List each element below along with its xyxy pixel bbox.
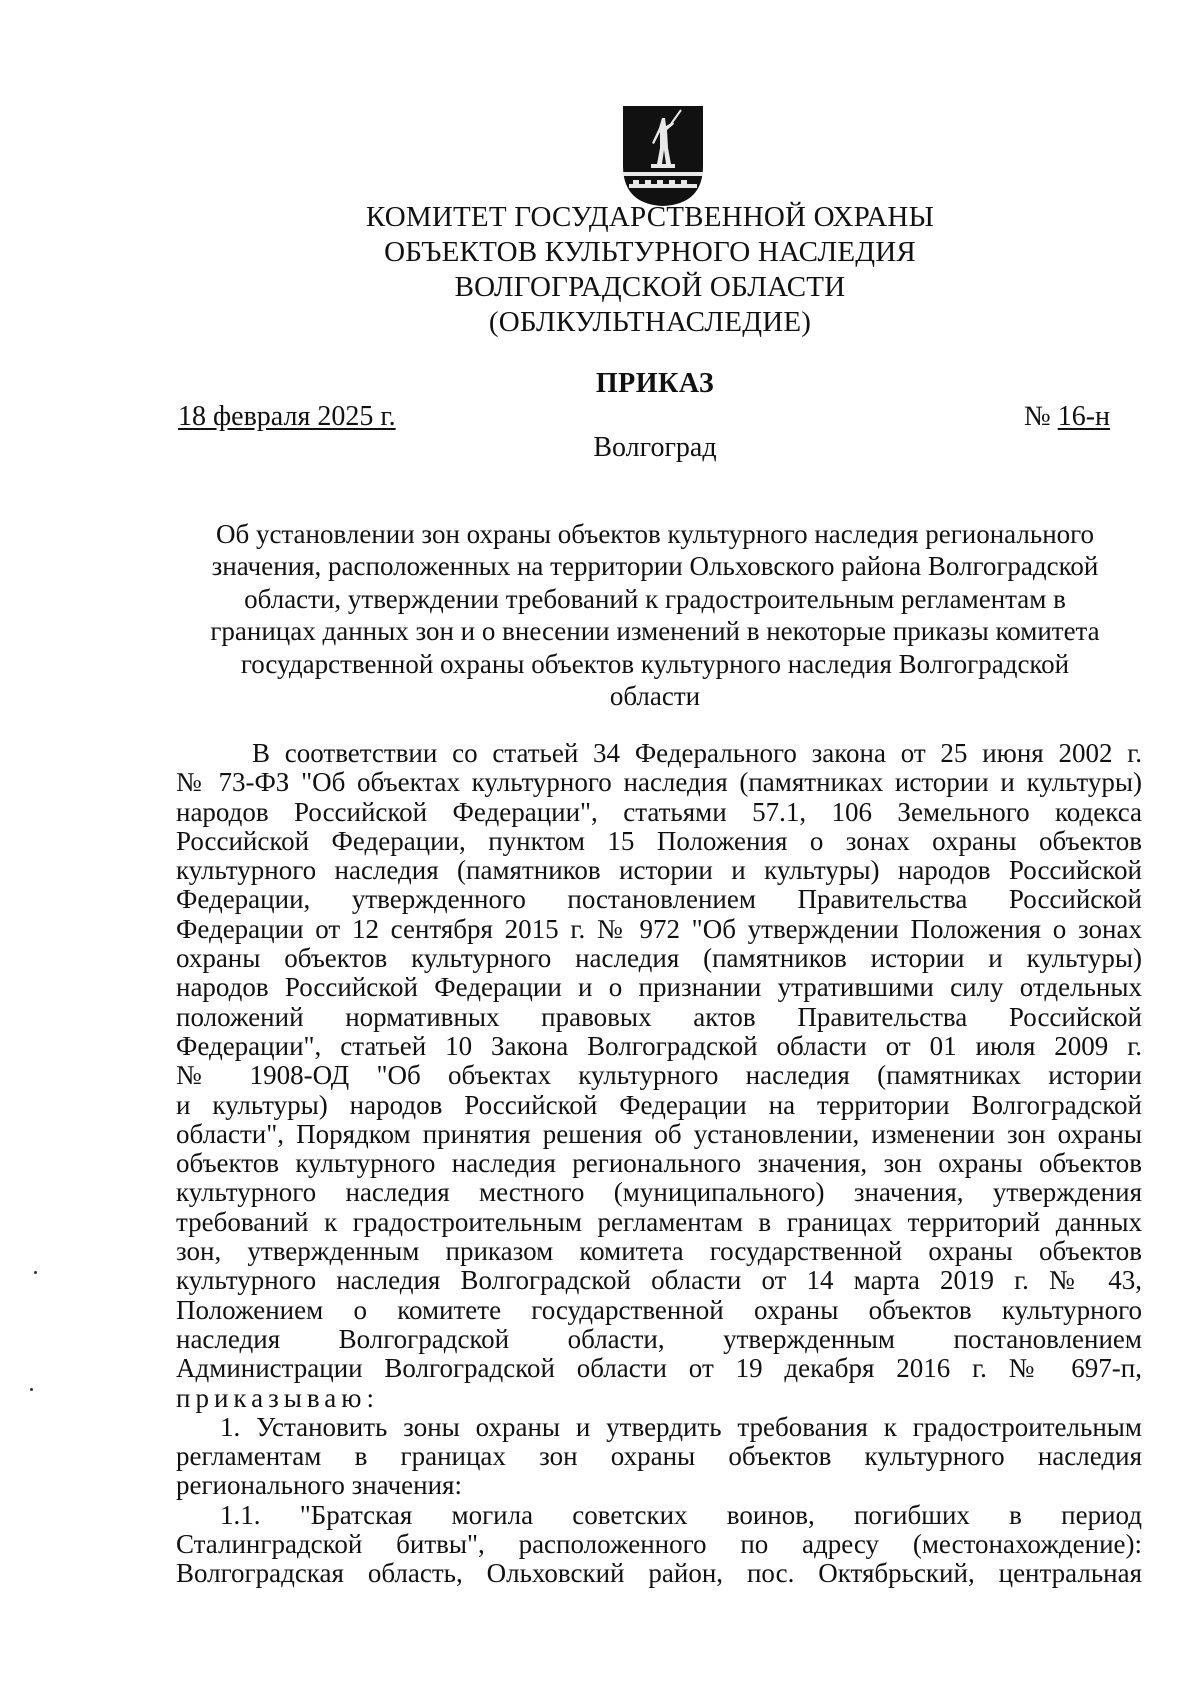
body-line: народов Российской Федерации и о признании утратившими силу отдельных (176, 972, 1142, 1003)
item-1-line: 1. Установить зоны охраны и утвердить требования к градостроительным (220, 1411, 1142, 1442)
body-line: Положением о комитете государственной охраны объектов культурного (176, 1294, 1142, 1325)
document-date: 18 февраля 2025 г. (178, 401, 396, 432)
subject-line: Об установлении зон охраны объектов культурного наследия регионального (215, 519, 1095, 549)
body-line: культурного наследия Волгоградской области от 14 марта 2019 г. № 43, (176, 1265, 1142, 1296)
org-line: ВОЛГОГРАДСКОЙ ОБЛАСТИ (454, 271, 846, 303)
body-line: народов Российской Федерации", статьями 57.1, 106 Земельного кодекса (176, 796, 1142, 827)
body-line: Федерации", статьей 10 Закона Волгоградской области от 01 июля 2009 г. (176, 1030, 1142, 1061)
body-line: Администрации Волгоградской области от 19 декабря 2016 г. № 697-п, (176, 1353, 1142, 1384)
body-line: зон, утвержденным приказом комитета государственной охраны объектов (176, 1236, 1142, 1267)
body-line: № 73-ФЗ "Об объектах культурного наследия (памятниках истории и культуры) (176, 767, 1142, 798)
body-line: области", Порядком принятия решения об установлении, изменении зон охраны (176, 1118, 1142, 1149)
scan-speck (30, 1388, 33, 1391)
document-number (1024, 401, 1110, 433)
subject-line: области, утверждении требований к градостроительным регламентам в (244, 583, 1066, 614)
body-line: В соответствии со статьей 34 Федерального закона от 25 июня 2002 г. (252, 738, 1142, 768)
organization-name (300, 200, 1000, 340)
body-line: охраны объектов культурного наследия (памятников истории и культуры) (176, 943, 1142, 974)
item-1-line: регионального значения: (176, 1470, 462, 1501)
subject-line: области (609, 681, 701, 712)
subject-line: государственной охраны объектов культурного наследия Волгоградской (240, 648, 1070, 679)
item-1-1-line: 1.1. "Братская могила советских воинов, погибших в период (220, 1499, 1142, 1530)
org-line: (ОБЛКУЛЬТНАСЛЕДИЕ) (488, 306, 812, 338)
item-1-1-line: Волгоградская область, Ольховский район, пос. Октябрьский, центральная (176, 1558, 1142, 1589)
body-line: наследия Волгоградской области, утвержденным постановлением (176, 1323, 1142, 1354)
org-line: КОМИТЕТ ГОСУДАРСТВЕННОЙ ОХРАНЫ (365, 201, 935, 233)
body-line: объектов культурного наследия регионального значения, зон охраны объектов (176, 1148, 1142, 1179)
document-type: ПРИКАЗ (595, 368, 715, 399)
body-line: требований к градостроительным регламентам в границах территорий данных (176, 1206, 1142, 1237)
number-prefix: № (1023, 401, 1058, 432)
order-word: приказываю: (176, 1382, 379, 1413)
body-line: Федерации от 12 сентября 2015 г. № 972 "Об утверждении Положения о зонах (176, 913, 1142, 944)
body-line: культурного наследия местного (муниципального) значения, утверждения (176, 1177, 1142, 1208)
subject-line: значения, расположенных на территории Ольховского района Волгоградской (211, 551, 1099, 582)
item-1-line: регламентам в границах зон охраны объектов культурного наследия (176, 1441, 1142, 1472)
body-line: культурного наследия (памятников истории и культуры) народов Российской (176, 855, 1142, 886)
document-subject (150, 518, 1160, 712)
body-line: положений нормативных правовых актов Правительства Российской (176, 1001, 1142, 1032)
body-line: Российской Федерации, пунктом 15 Положения о зонах охраны объектов (176, 825, 1142, 856)
item-1-1-line: Сталинградской битвы", расположенного по адресу (местонахождение): (176, 1529, 1142, 1560)
document-body (176, 739, 1142, 1589)
document-city: Волгоград (593, 432, 717, 463)
scan-speck (34, 1271, 37, 1274)
number-value: 16-н (1057, 401, 1110, 432)
subject-line: границах данных зон и о внесении изменений в некоторые приказы комитета (210, 616, 1100, 647)
volgograd-coat-of-arms-icon (621, 104, 705, 208)
body-line: и культуры) народов Российской Федерации на территории Волгоградской (176, 1089, 1142, 1120)
body-line: № 1908-ОД "Об объектах культурного наследия (памятниках истории (176, 1060, 1142, 1091)
org-line: ОБЪЕКТОВ КУЛЬТУРНОГО НАСЛЕДИЯ (384, 236, 916, 268)
body-line: Федерации, утвержденного постановлением Правительства Российской (176, 884, 1142, 915)
